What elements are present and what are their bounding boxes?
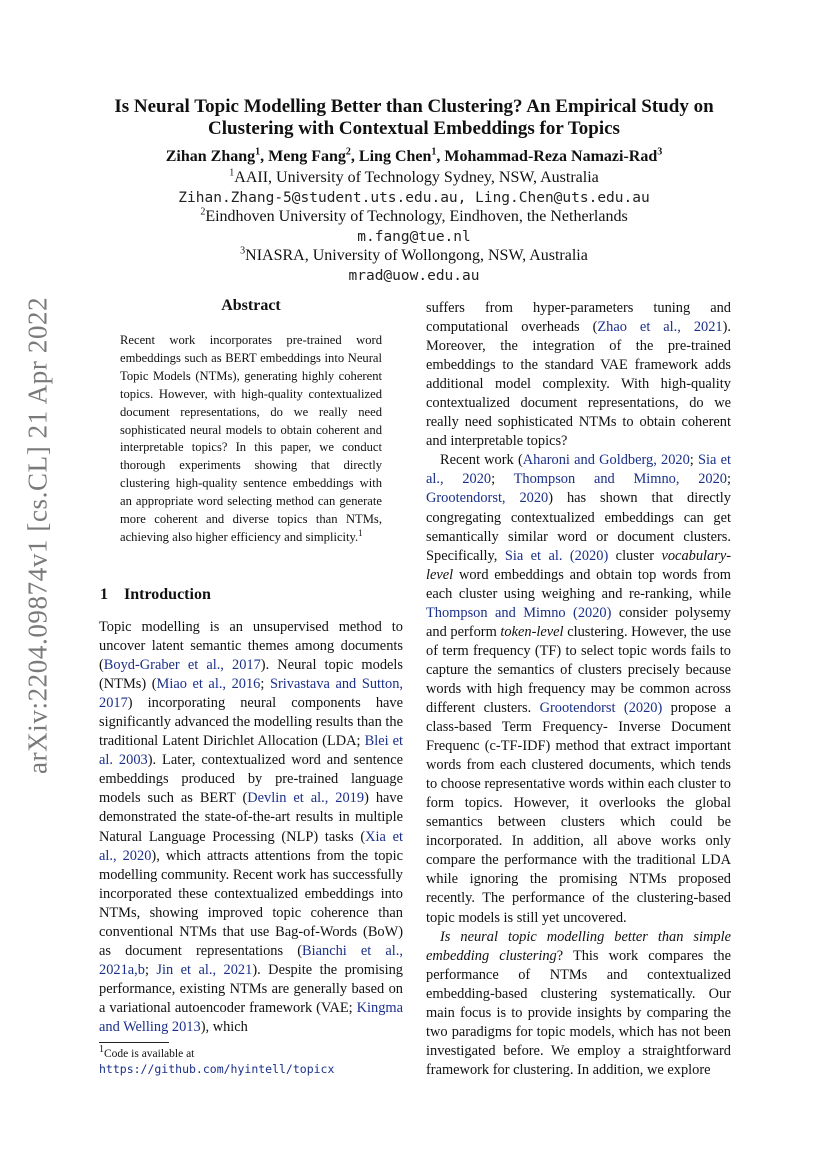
- body-text: ;: [260, 676, 270, 693]
- abstract-text: [120, 332, 382, 547]
- body-text: ). Despite the promising performance, existing NTMs are generally based on a variational autoencoder framework (VAE;: [99, 961, 403, 1016]
- abstract-heading: Abstract: [221, 297, 281, 314]
- affiliation-emails[interactable]: mrad@uow.edu.au: [348, 268, 480, 284]
- body-text: ). Neural topic models (NTMs) (: [99, 657, 403, 693]
- body-text: ? This work compares the performance of NTMs and contextualized embedding-based clustering systematically. Our main focus is to provide insights by comparing the two paradigms for topic models, which has not been investigated before. We employ a straightforward framework for clustering. In addition, we explore: [426, 947, 731, 1078]
- body-text: ;: [491, 471, 514, 488]
- affiliation: [92, 246, 736, 266]
- emphasis-text: token-level: [500, 623, 564, 640]
- body-text: clustering. However, the use of term frequency (TF) to select topic words fails to capture the semantics of clusters precisely because words with high frequency may be common across different clusters.: [426, 623, 731, 716]
- author-list: Zihan Zhang$^1$, Meng Fang$^2$, Ling Chen$^1$, Mohammad-Reza Namazi-Rad$^3$: [165, 146, 663, 165]
- emphasis-text: Is neural topic modelling better than simple embedding clustering: [426, 928, 731, 964]
- body-text: ) incorporating neural components have significantly advanced the modelling results than the traditional Latent Dirichlet Allocation (LDA;: [99, 695, 403, 750]
- left-column: [99, 618, 403, 1037]
- citation-link[interactable]: Boyd-Graber et al., 2017: [103, 657, 261, 674]
- citation-link[interactable]: Aharoni and Goldberg, 2020: [522, 452, 690, 469]
- citation-link[interactable]: Sia et al. (2020): [504, 547, 609, 564]
- footnote-rule: [99, 1042, 169, 1043]
- footnote-mark[interactable]: 1: [358, 527, 363, 538]
- affiliation-mark: 3: [240, 245, 246, 257]
- intro-paragraph: [426, 451, 731, 927]
- author: Mohammad-Reza Namazi-Rad: [444, 148, 658, 165]
- author-affiliation-mark: 3: [657, 146, 663, 158]
- affiliation-emails[interactable]: Zihan.Zhang-5@student.uts.edu.au, Ling.Chen@uts.edu.au: [178, 190, 650, 206]
- body-text: propose a class-based Term Frequency- Inverse Document Frequenc (c-TF-IDF) method that extract important words from each clustered documents, which tends to choose representative words within each cluster to form topics. However, it overlooks the global semantics between clusters which could be incorporated. In addition, all above works only compare the performance with the traditional LDA while ignoring the promising NTMs proposed recently. The performance of the clustering-based topic models is still yet uncovered.: [426, 699, 731, 926]
- author: Meng Fang: [268, 148, 346, 165]
- body-text: ), which: [200, 1018, 248, 1035]
- intro-paragraph: [99, 618, 403, 1037]
- emphasis-text: vocabulary-level: [426, 547, 731, 583]
- affiliation-emails[interactable]: m.fang@tue.nl: [357, 229, 471, 245]
- body-text: Topic modelling is an unsupervised method to uncover latent semantic themes among documents (: [99, 619, 403, 674]
- body-text: ;: [144, 961, 157, 978]
- body-text: ;: [689, 452, 699, 469]
- affiliation: [92, 168, 736, 188]
- section-title: Introduction: [124, 586, 211, 603]
- body-text: ) have demonstrated the state-of-the-art results in multiple Natural Language Processing (NLP) tasks (: [99, 790, 403, 845]
- citation-link[interactable]: Grootendorst, 2020: [426, 490, 549, 507]
- citation-link[interactable]: Thompson and Mimno (2020): [426, 604, 612, 621]
- citation-link[interactable]: Jin et al., 2021: [156, 961, 253, 978]
- section-number: 1: [100, 586, 108, 603]
- body-text: cluster: [608, 547, 662, 564]
- right-column: [426, 299, 731, 1080]
- citation-link[interactable]: Xia et al., 2020: [99, 828, 403, 864]
- affiliation: [92, 207, 736, 227]
- footnote-number: 1: [99, 1044, 104, 1056]
- citation-link[interactable]: Sia et al., 2020: [426, 452, 731, 488]
- citation-link[interactable]: Zhao et al., 2021: [597, 319, 723, 336]
- arxiv-stamp: arXiv:2204.09874v1 [cs.CL] 21 Apr 2022: [22, 296, 53, 774]
- citation-link[interactable]: Thompson and Mimno, 2020: [513, 471, 727, 488]
- author-affiliation-mark: 1: [255, 146, 261, 158]
- body-text: word embeddings and obtain top words from each cluster using weighing and re-ranking, while: [426, 566, 731, 602]
- body-text: ). Later, contextualized word and sentence embeddings produced by pre-trained language models such as BERT (: [99, 752, 403, 807]
- affiliation-name: AAII, University of Technology Sydney, NSW, Australia: [234, 169, 599, 186]
- citation-link[interactable]: Blei et al. 2003: [99, 733, 404, 769]
- author: Zihan Zhang: [165, 148, 256, 165]
- citation-link[interactable]: Bianchi et al., 2021a,b: [99, 942, 403, 978]
- affiliation-name: NIASRA, University of Wollongong, NSW, Australia: [245, 247, 588, 264]
- footnote: [99, 1044, 403, 1078]
- citation-link[interactable]: Grootendorst (2020): [539, 699, 663, 716]
- author-affiliation-mark: 1: [431, 146, 437, 158]
- affiliation-mark: 2: [200, 206, 206, 218]
- citation-link[interactable]: Srivastava and Sutton, 2017: [99, 676, 403, 712]
- body-text: ), which attracts attentions from the topic modelling community. Recent work has successfully incorporated these contextualized embeddings into NTMs, showing improved topic coherence than conventional NTMs that use Bag-of-Words (BoW) as document representations (: [99, 847, 403, 959]
- affiliation-name: Eindhoven University of Technology, Eindhoven, the Netherlands: [205, 208, 628, 225]
- citation-link[interactable]: Devlin et al., 2019: [247, 790, 365, 807]
- body-text: ;: [727, 471, 731, 488]
- body-text: suffers from hyper-parameters tuning and computational overheads (: [426, 300, 731, 336]
- intro-paragraph: [426, 299, 731, 451]
- body-text: ). Moreover, the integration of the pre-trained embeddings to the standard VAE framework adds additional model complexity. With high-quality contextualized document representations, do we really need sophisticated NTMs to obtain coherent and interpretable topics?: [426, 319, 731, 450]
- abstract-body: Recent work incorporates pre-trained word embeddings such as BERT embeddings into Neural Topic Models (NTMs), generating highly coherent topics. However, with high-quality contextualized document representations, do we really need sophisticated neural models to obtain coherent and interpretable topics? In this paper, we conduct thorough experiments showing that directly clustering high-quality sentence embeddings with an appropriate word selecting method can generate more coherent and diverse topics than NTMs, achieving also higher efficiency and simplicity.: [120, 333, 382, 544]
- paper-title: Is Neural Topic Modelling Better than Clustering? An Empirical Study on Clustering with Contextual Embeddings for Topics: [114, 96, 714, 139]
- author: Ling Chen: [358, 148, 432, 165]
- footnote-link[interactable]: https://github.com/hyintell/topicx: [99, 1062, 335, 1076]
- body-text: Recent work (: [440, 452, 523, 469]
- author-affiliation-mark: 2: [345, 146, 351, 158]
- section-heading: [100, 586, 211, 604]
- body-text: consider polysemy and perform: [426, 604, 731, 640]
- citation-link[interactable]: Kingma and Welling 2013: [99, 999, 403, 1035]
- affiliation-mark: 1: [229, 167, 235, 179]
- body-text: ) has shown that directly congregating contextualized embeddings can get semantically similar word or document clusters. Specifically,: [426, 490, 731, 564]
- footnote-text: Code is available at: [104, 1048, 195, 1060]
- citation-link[interactable]: Miao et al., 2016: [156, 676, 261, 693]
- intro-paragraph: [426, 928, 731, 1080]
